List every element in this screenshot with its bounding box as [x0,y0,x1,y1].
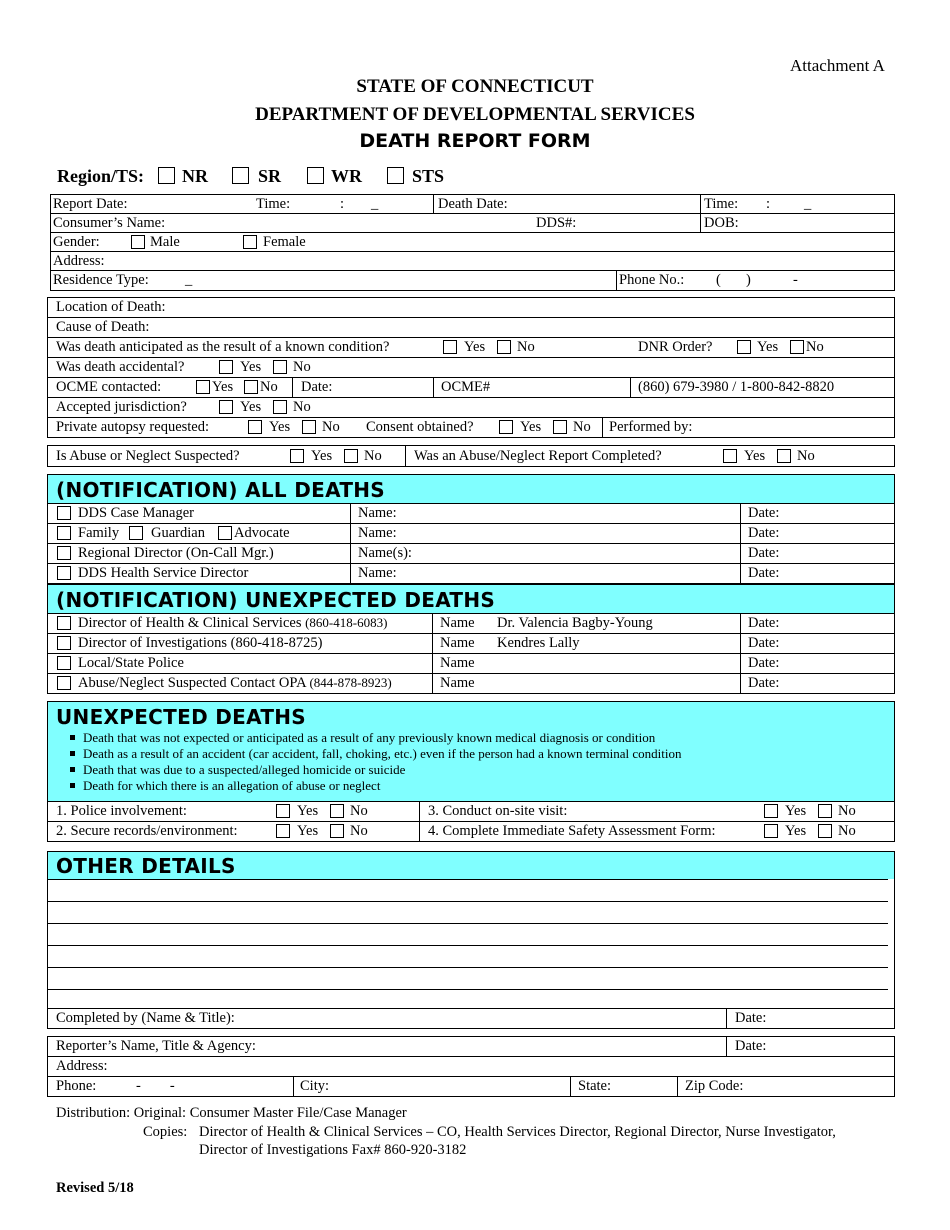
form-title: DEATH REPORT FORM [359,130,591,152]
health-clinical-name-label: Name [440,615,475,631]
region-wr-checkbox[interactable] [307,167,324,184]
region-sts-label: STS [412,166,445,186]
dnr-no-label: No [806,339,824,355]
anticipated-no-checkbox[interactable] [497,340,511,354]
male-checkbox[interactable] [131,235,145,249]
all-deaths-heading: (NOTIFICATION) ALL DEATHS [56,478,386,502]
regional-director-checkbox[interactable] [57,546,71,560]
report-time-blank: _ [371,196,379,212]
secure-records-question: 2. Secure records/environment: [56,823,238,839]
reporter-state-label: State: [578,1078,612,1094]
accidental-yes-label: Yes [240,359,262,375]
unexpected-notify-heading: (NOTIFICATION) UNEXPECTED DEATHS [56,588,496,612]
death-time-label: Time: [704,196,739,212]
regional-director-names-label: Name(s): [358,545,412,561]
reporter-zip-label: Zip Code: [685,1078,744,1094]
police-involvement-no-label: No [350,803,368,819]
cause-of-death-label: Cause of Death: [56,319,150,335]
health-director-name-label: Name: [358,565,397,581]
autopsy-yes-label: Yes [269,419,291,435]
reporter-phone-dashes: - - [136,1078,175,1094]
accidental-no-label: No [293,359,311,375]
police-involvement-yes-checkbox[interactable] [276,804,290,818]
distribution-text: Distribution: Original: Consumer Master File/Case Manager [56,1105,407,1121]
completed-by-date-label: Date: [735,1010,767,1026]
safety-assessment-no-checkbox[interactable] [818,824,832,838]
police-name-label: Name [440,655,475,671]
health-clinical-name: Dr. Valencia Bagby-Young [497,615,653,631]
police-date-label: Date: [748,655,780,671]
case-manager-label: DDS Case Manager [78,505,194,521]
reporter-name-label: Reporter’s Name, Title & Agency: [56,1038,256,1054]
reporter-address-label: Address: [56,1058,108,1074]
consent-no-checkbox[interactable] [553,420,567,434]
abuse-suspected-no-checkbox[interactable] [344,449,358,463]
location-of-death-label: Location of Death: [56,299,166,315]
ocme-no-checkbox[interactable] [244,380,258,394]
abuse-report-yes-label: Yes [744,448,766,464]
residence-blank: _ [185,272,193,288]
phone-dash: - [793,272,798,288]
region-sts-checkbox[interactable] [387,167,404,184]
consumer-name-label: Consumer’s Name: [53,215,166,231]
copies-line-1: Director of Health & Clinical Services – CO, Health Services Director, Regional Director, Nurse Investigator, [199,1124,836,1140]
revised-date: Revised 5/18 [56,1180,134,1196]
safety-assessment-no-label: No [838,823,856,839]
jurisdiction-no-checkbox[interactable] [273,400,287,414]
onsite-visit-question: 3. Conduct on-site visit: [428,803,568,819]
consent-yes-label: Yes [520,419,542,435]
secure-records-no-checkbox[interactable] [330,824,344,838]
other-details-box [47,851,895,1029]
onsite-visit-no-checkbox[interactable] [818,804,832,818]
region-sr-label: SR [258,166,282,186]
reporter-date-label: Date: [735,1038,767,1054]
dnr-no-checkbox[interactable] [790,340,804,354]
anticipated-yes-checkbox[interactable] [443,340,457,354]
police-involvement-yes-label: Yes [297,803,319,819]
death-date-label: Death Date: [438,196,508,212]
dds-number-label: DDS#: [536,215,577,231]
opa-name-label: Name [440,675,475,691]
abuse-suspected-yes-label: Yes [311,448,333,464]
abuse-report-yes-checkbox[interactable] [723,449,737,463]
investigations-label: Director of Investigations (860-418-8725) [78,635,323,651]
report-time-sep: : [340,196,345,212]
health-clinical-date-label: Date: [748,615,780,631]
state-title: STATE OF CONNECTICUT [356,76,594,97]
autopsy-question: Private autopsy requested: [56,419,210,435]
dob-label: DOB: [704,215,739,231]
consent-yes-checkbox[interactable] [499,420,513,434]
advocate-label: Advocate [234,525,290,541]
report-time-label: Time: [256,196,291,212]
accidental-question: Was death accidental? [56,359,185,375]
criteria-bullet: Death that was not expected or anticipated as a result of any previously known medical diagnosis or condition [70,730,655,746]
regional-director-date-label: Date: [748,545,780,561]
family-date-label: Date: [748,525,780,541]
ocme-yes-checkbox[interactable] [196,380,210,394]
onsite-visit-yes-label: Yes [785,803,807,819]
report-date-label: Report Date: [53,196,128,212]
details-line[interactable] [47,901,888,902]
police-involvement-no-checkbox[interactable] [330,804,344,818]
safety-assessment-question: 4. Complete Immediate Safety Assessment Form: [428,823,716,839]
details-line[interactable] [47,989,888,990]
consent-no-label: No [573,419,591,435]
safety-assessment-yes-label: Yes [785,823,807,839]
copies-label: Copies: [143,1124,188,1140]
details-line[interactable] [47,967,888,968]
health-director-label: DDS Health Service Director [78,565,249,581]
investigations-name-label: Name [440,635,475,651]
ocme-contacted-label: OCME contacted: [56,379,162,395]
case-manager-date-label: Date: [748,505,780,521]
guardian-label: Guardian [151,525,205,541]
autopsy-yes-checkbox[interactable] [248,420,262,434]
residence-type-label: Residence Type: [53,272,149,288]
consent-question: Consent obtained? [366,419,474,435]
criteria-bullet: Death for which there is an allegation of abuse or neglect [70,778,380,794]
unexpected-deaths-heading: UNEXPECTED DEATHS [56,705,307,729]
abuse-report-no-label: No [797,448,815,464]
phone-open-paren: ( [716,272,721,288]
jurisdiction-no-label: No [293,399,311,415]
dnr-yes-checkbox[interactable] [737,340,751,354]
guardian-checkbox[interactable] [129,526,143,540]
criteria-bullet: Death that was due to a suspected/alleged homicide or suicide [70,762,405,778]
family-label: Family [78,525,120,541]
ocme-no-label: No [260,379,278,395]
opa-label: Abuse/Neglect Suspected Contact OPA (844-878-8923) [78,675,392,691]
dnr-order-label: DNR Order? [638,339,713,355]
criteria-bullet: Death as a result of an accident (car accident, fall, choking, etc.) even if the person had a known terminal condition [70,746,681,762]
secure-records-yes-label: Yes [297,823,319,839]
police-checkbox[interactable] [57,656,71,670]
ocme-date-label: Date: [301,379,333,395]
ocme-yes-label: Yes [212,379,234,395]
female-checkbox[interactable] [243,235,257,249]
anticipated-yes-label: Yes [464,339,486,355]
abuse-suspected-no-label: No [364,448,382,464]
family-name-label: Name: [358,525,397,541]
health-clinical-checkbox[interactable] [57,616,71,630]
case-manager-name-label: Name: [358,505,397,521]
anticipated-no-label: No [517,339,535,355]
region-label: Region/TS: [57,166,145,186]
jurisdiction-yes-checkbox[interactable] [219,400,233,414]
death-time-sep: : [766,196,771,212]
anticipated-question: Was death anticipated as the result of a known condition? [56,339,390,355]
copies-line-2: Director of Investigations Fax# 860-920-3182 [199,1142,467,1158]
onsite-visit-no-label: No [838,803,856,819]
secure-records-yes-checkbox[interactable] [276,824,290,838]
ocme-number-label: OCME# [441,379,491,395]
case-manager-checkbox[interactable] [57,506,71,520]
health-director-date-label: Date: [748,565,780,581]
details-line[interactable] [47,923,888,924]
jurisdiction-yes-label: Yes [240,399,262,415]
abuse-report-question: Was an Abuse/Neglect Report Completed? [414,448,662,464]
gender-label: Gender: [53,234,100,250]
region-sr-checkbox[interactable] [232,167,249,184]
phone-close-paren: ) [746,272,751,288]
accidental-no-checkbox[interactable] [273,360,287,374]
abuse-suspected-question: Is Abuse or Neglect Suspected? [56,448,240,464]
attachment-label: Attachment A [790,56,885,75]
police-involvement-question: 1. Police involvement: [56,803,187,819]
autopsy-no-checkbox[interactable] [302,420,316,434]
autopsy-no-label: No [322,419,340,435]
health-clinical-label: Director of Health & Clinical Services (860-418-6083) [78,615,388,631]
police-label: Local/State Police [78,655,184,671]
abuse-report-no-checkbox[interactable] [777,449,791,463]
investigations-checkbox[interactable] [57,636,71,650]
male-label: Male [150,234,180,250]
advocate-checkbox[interactable] [218,526,232,540]
female-label: Female [263,234,306,250]
onsite-visit-yes-checkbox[interactable] [764,804,778,818]
address-label: Address: [53,253,105,269]
investigations-date-label: Date: [748,635,780,651]
details-line[interactable] [47,945,888,946]
safety-assessment-yes-checkbox[interactable] [764,824,778,838]
jurisdiction-question: Accepted jurisdiction? [56,399,187,415]
phone-label: Phone No.: [619,272,685,288]
opa-date-label: Date: [748,675,780,691]
dnr-yes-label: Yes [757,339,779,355]
department-title: DEPARTMENT OF DEVELOPMENTAL SERVICES [255,104,695,125]
region-nr-label: NR [182,166,208,186]
performed-by-label: Performed by: [609,419,693,435]
family-checkbox[interactable] [57,526,71,540]
abuse-suspected-yes-checkbox[interactable] [290,449,304,463]
secure-records-no-label: No [350,823,368,839]
ocme-phone: (860) 679-3980 / 1-800-842-8820 [638,379,835,395]
region-nr-checkbox[interactable] [158,167,175,184]
reporter-phone-label: Phone: [56,1078,97,1094]
reporter-city-label: City: [300,1078,330,1094]
other-details-heading: OTHER DETAILS [56,854,236,878]
death-time-blank: _ [804,196,812,212]
regional-director-label: Regional Director (On-Call Mgr.) [78,545,274,561]
completed-by-label: Completed by (Name & Title): [56,1010,235,1026]
accidental-yes-checkbox[interactable] [219,360,233,374]
health-director-checkbox[interactable] [57,566,71,580]
investigations-name: Kendres Lally [497,635,580,651]
opa-checkbox[interactable] [57,676,71,690]
region-wr-label: WR [331,166,362,186]
